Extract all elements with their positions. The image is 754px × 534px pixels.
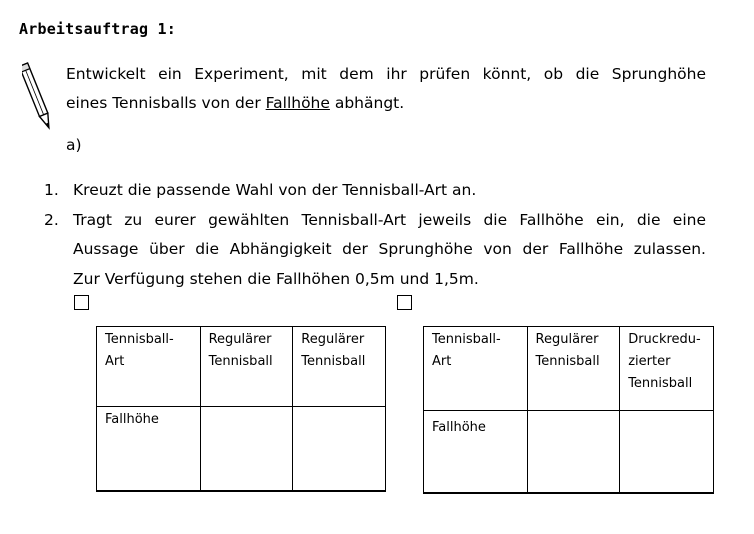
fallhoehe-entry-cell[interactable] — [620, 411, 714, 493]
header-text: Art — [432, 354, 452, 369]
intro-line-2-end: abhängt. — [329, 94, 405, 112]
row-label-text: Fallhöhe — [105, 412, 159, 427]
fallhoehe-entry-cell[interactable] — [200, 407, 293, 491]
ball-type-text: Regulärer — [208, 332, 272, 347]
intro-line-1: Entwickelt ein Experiment, mit dem ihr prüfen könnt, ob die Sprunghöhe — [66, 65, 706, 83]
ball-type-text: zierter — [628, 354, 671, 369]
option-right-table — [423, 326, 714, 494]
option-left-table — [96, 326, 386, 492]
pencil-icon — [22, 60, 52, 134]
task-line: Aussage über die Abhängigkeit der Sprunghöhe von der Fallhöhe zulassen. — [73, 240, 706, 258]
row-label-text: Fallhöhe — [432, 420, 486, 435]
header-cell — [424, 327, 528, 411]
ball-type-text: Druckredu- — [628, 332, 701, 347]
header-text: Tennisball- — [105, 332, 174, 347]
ball-type-text: Tennisball — [628, 376, 693, 391]
ball-type-text: Tennisball — [208, 354, 273, 369]
task-item — [44, 176, 706, 206]
task-list — [44, 176, 706, 294]
task-heading: Arbeitsauftrag 1: — [19, 20, 176, 38]
task-number: 2. — [44, 210, 59, 229]
ball-type-text: Regulärer — [535, 332, 599, 347]
ball-type-text: Tennisball — [301, 354, 366, 369]
ball-type-cell — [527, 327, 620, 411]
task-line: Zur Verfügung stehen die Fallhöhen 0,5m und 1,5m. — [73, 269, 479, 288]
task-number: 1. — [44, 181, 59, 199]
option-left-checkbox[interactable] — [74, 295, 89, 310]
option-right-checkbox[interactable] — [397, 295, 412, 310]
ball-type-cell — [293, 327, 386, 407]
intro-line-2 — [66, 89, 706, 118]
fallhoehe-entry-cell[interactable] — [527, 411, 620, 493]
ball-type-cell — [200, 327, 293, 407]
row-label-cell — [424, 411, 528, 493]
part-label: a) — [66, 136, 82, 154]
fallhoehe-entry-cell[interactable] — [293, 407, 386, 491]
task-line: Kreuzt die passende Wahl von der Tennisball-Art an. — [73, 181, 477, 199]
intro-text — [66, 60, 706, 118]
header-text: Tennisball- — [432, 332, 501, 347]
task-line: Tragt zu eurer gewählten Tennisball-Art jeweils die Fallhöhe ein, die eine — [73, 210, 706, 229]
header-text: Art — [105, 354, 125, 369]
ball-type-cell — [620, 327, 714, 411]
intro-line-2-start: eines Tennisballs von der — [66, 94, 266, 112]
row-label-cell — [97, 407, 201, 491]
header-cell — [97, 327, 201, 407]
ball-type-text: Regulärer — [301, 332, 365, 347]
task-item — [44, 206, 706, 295]
fallhoehe-underlined: Fallhöhe — [265, 94, 330, 112]
ball-type-text: Tennisball — [535, 354, 600, 369]
